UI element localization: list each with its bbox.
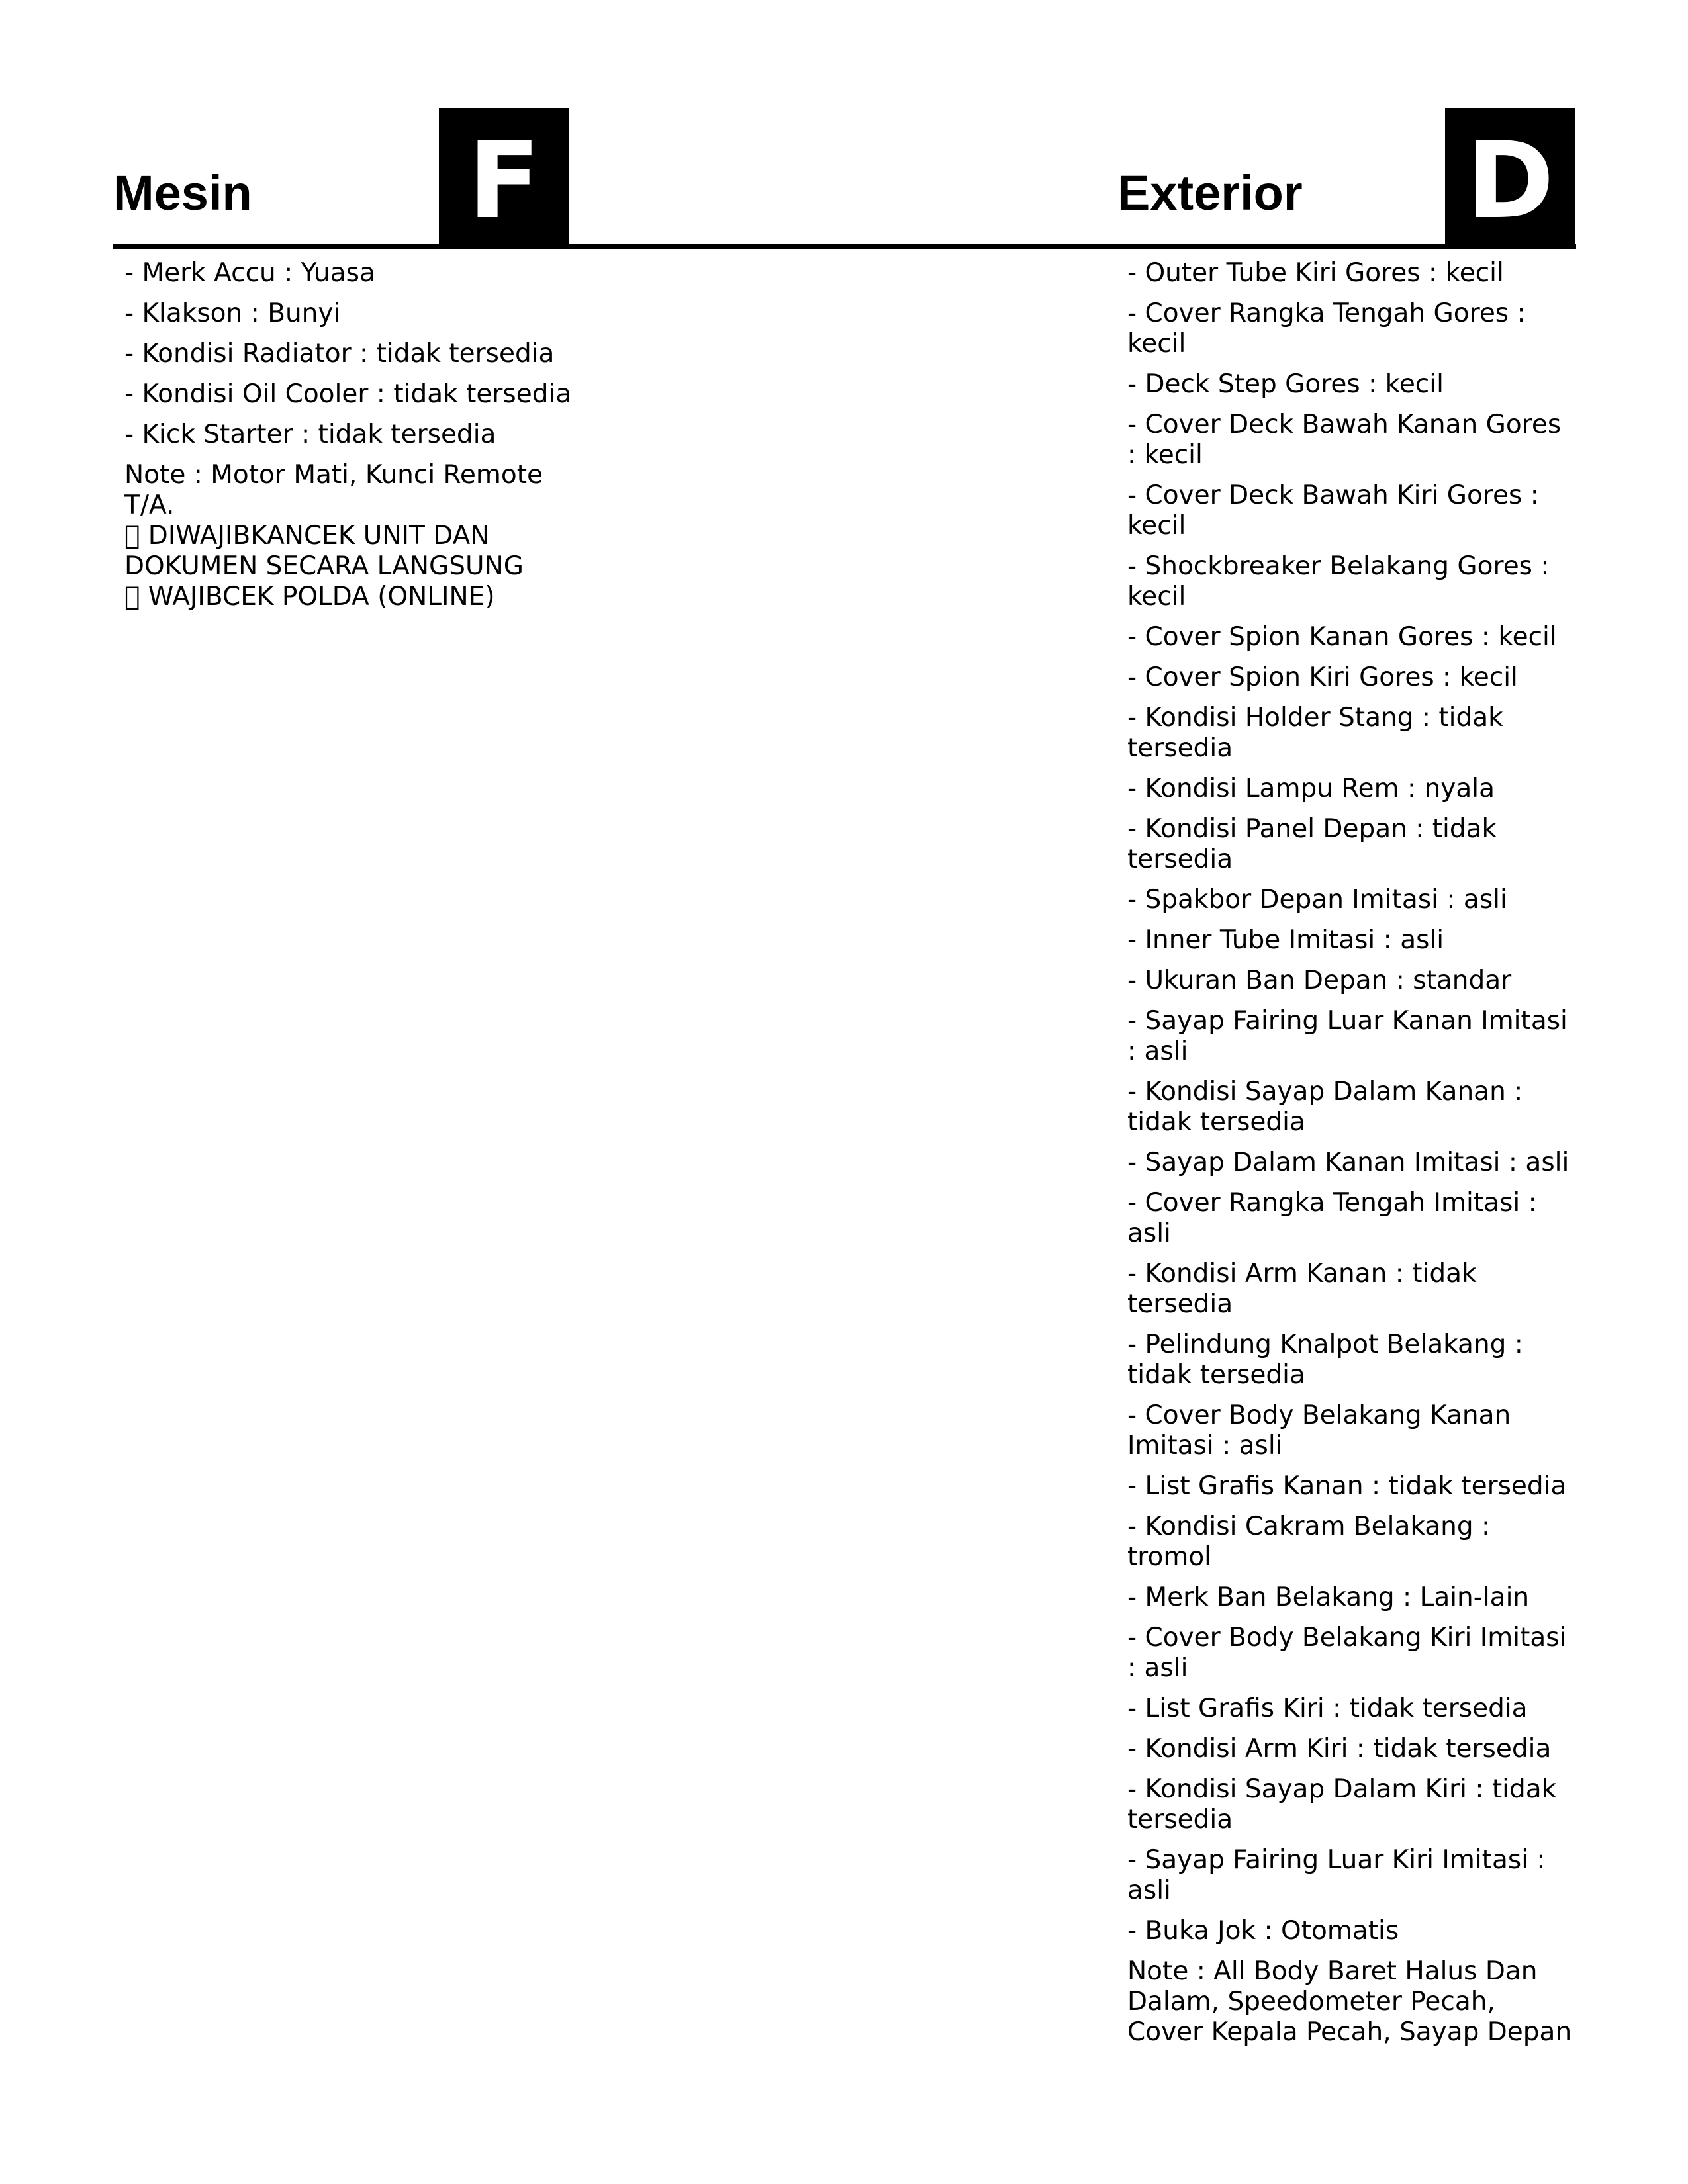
grade-badge-exterior: D [1445,108,1575,248]
header-divider [113,244,1576,249]
exterior-list-item: - Sayap Fairing Luar Kiri Imitasi : asli [1127,1845,1546,1905]
exterior-list-item: - Kondisi Cakram Belakang : tromol [1127,1512,1491,1572]
exterior-list-item: - Ukuran Ban Depan : standar [1127,966,1512,995]
exterior-item-list [1127,258,1577,2058]
exterior-list-item: - Cover Body Belakang Kanan Imitasi : asli [1127,1400,1511,1461]
exterior-list-item: - List Grafis Kanan : tidak tersedia [1127,1471,1567,1501]
exterior-list-item: - Pelindung Knalpot Belakang : tidak tersedia [1127,1330,1523,1390]
exterior-list-item: - Inner Tube Imitasi : asli [1127,925,1444,955]
exterior-list-item: - Cover Deck Bawah Kanan Gores : kecil [1127,410,1562,470]
mesin-item-list [124,258,575,622]
exterior-list-item: - List Grafis Kiri : tidak tersedia [1127,1694,1528,1723]
mesin-list-item: - Kick Starter : tidak tersedia [124,420,496,449]
exterior-list-item: - Sayap Dalam Kanan Imitasi : asli [1127,1148,1570,1177]
exterior-list-item: - Merk Ban Belakang : Lain-lain [1127,1582,1530,1612]
exterior-list-item: - Kondisi Lampu Rem : nyala [1127,774,1495,803]
exterior-list-item: - Buka Jok : Otomatis [1127,1916,1399,1946]
exterior-list-item: - Cover Rangka Tengah Gores : kecil [1127,298,1526,359]
mesin-list-item: - Kondisi Radiator : tidak tersedia [124,339,555,369]
exterior-list-item: - Cover Spion Kanan Gores : kecil [1127,622,1557,652]
section-title-exterior: Exterior [1117,165,1303,220]
exterior-note: Note : All Body Baret Halus Dan Dalam, Speedometer Pecah, Cover Kepala Pecah, Sayap Depan [1127,1956,1572,2047]
exterior-list-item: - Cover Spion Kiri Gores : kecil [1127,662,1518,692]
exterior-list-item: - Spakbor Depan Imitasi : asli [1127,885,1507,915]
exterior-list-item: - Kondisi Arm Kiri : tidak tersedia [1127,1734,1552,1764]
mesin-list-item: - Merk Accu : Yuasa [124,258,375,288]
mesin-list-item: - Klakson : Bunyi [124,298,341,328]
exterior-list-item: - Kondisi Sayap Dalam Kanan : tidak tersedia [1127,1077,1523,1137]
exterior-list-item: - Sayap Fairing Luar Kanan Imitasi : asli [1127,1006,1568,1066]
section-title-mesin: Mesin [113,165,252,220]
exterior-list-item: - Kondisi Panel Depan : tidak tersedia [1127,814,1497,874]
exterior-list-item: - Kondisi Holder Stang : tidak tersedia [1127,703,1503,763]
exterior-list-item: - Cover Rangka Tengah Imitasi : asli [1127,1188,1537,1248]
exterior-list-item: - Kondisi Sayap Dalam Kiri : tidak tersedia [1127,1774,1557,1835]
exterior-list-item: - Deck Step Gores : kecil [1127,369,1444,399]
exterior-list-item: - Shockbreaker Belakang Gores : kecil [1127,551,1550,612]
exterior-list-item: - Outer Tube Kiri Gores : kecil [1127,258,1504,288]
mesin-note: Note : Motor Mati, Kunci Remote T/A.   DIWAJIBKANCEK UNIT DAN DOKUMEN SECARA LANGSUNG   WAJIBCEK POLDA (ONLINE) [124,460,543,612]
exterior-list-item: - Cover Deck Bawah Kiri Gores : kecil [1127,480,1539,541]
exterior-list-item: - Cover Body Belakang Kiri Imitasi : asli [1127,1623,1567,1683]
grade-badge-mesin: F [439,108,569,248]
exterior-list-item: - Kondisi Arm Kanan : tidak tersedia [1127,1259,1477,1319]
mesin-list-item: - Kondisi Oil Cooler : tidak tersedia [124,379,572,409]
